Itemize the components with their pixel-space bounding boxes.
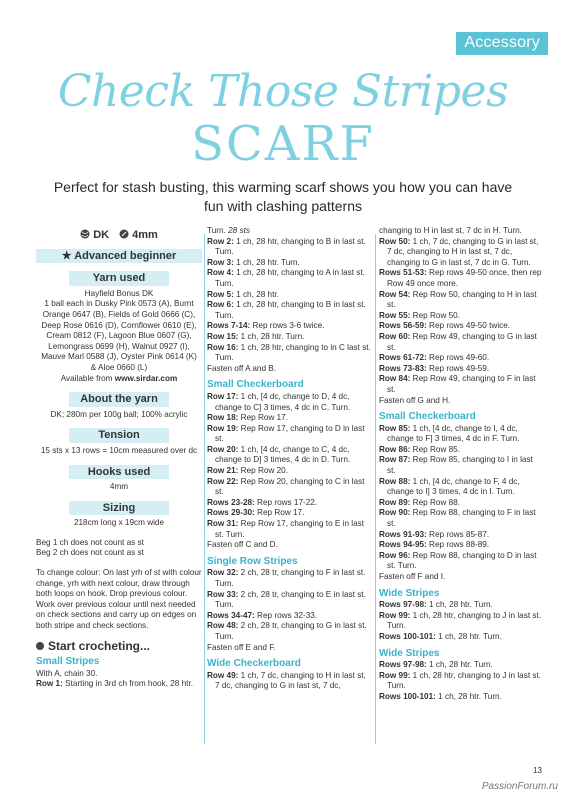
yarn-line: & Aloe 0660 (L) (90, 362, 148, 372)
hooks-text: 4mm (109, 482, 129, 492)
row-label: Row 1: (36, 679, 63, 689)
yarn-heading: Yarn used (69, 271, 169, 286)
row-text: 1 ch, 28 htr, changing to B in last st. Turn. (215, 300, 366, 320)
row-text: changing to H in last st, 7 dc in H. Turn. (379, 226, 522, 235)
pattern-row (379, 508, 543, 529)
bullet-icon (36, 642, 44, 650)
row-label: Row 19: (207, 423, 239, 433)
watermark: PassionForum.ru (481, 781, 558, 792)
pattern-row (207, 300, 371, 321)
row-label: Row 21: (207, 466, 239, 476)
pattern-row (379, 396, 543, 407)
hooks-heading: Hooks used (69, 465, 169, 480)
hook-icon (119, 229, 129, 242)
section-heading: Small Checkerboard (379, 411, 476, 423)
row-text: Rep Row 50, changing to H in last st. (387, 289, 537, 310)
row-label: Row 20: (207, 444, 239, 454)
row-label: Rows 7-14: (207, 321, 251, 331)
section-heading: Small Checkerboard (207, 379, 304, 391)
intro-text: Perfect for stash busting, this warming scarf shows you how you can have fun with clashing patterns (53, 179, 513, 214)
row-label: Row 84: (379, 374, 411, 384)
row-label: Row 96: (379, 550, 411, 560)
row-text: Rep Row 17, changing to D in last st. (215, 423, 365, 444)
title-line1: Check Those Stripes (57, 66, 509, 117)
pattern-row (207, 258, 371, 269)
row-label: Rows 100-101: (379, 631, 436, 641)
pattern-row (379, 226, 543, 237)
row-label: Row 15: (207, 331, 239, 341)
row-label: Row 33: (207, 589, 239, 599)
row-text: Rep rows 49-50 twice. (426, 321, 511, 331)
row-label: Row 89: (379, 497, 411, 507)
row-label: Row 90: (379, 508, 411, 518)
row-text: Rep Row 49, changing to F in last st. (387, 374, 536, 394)
weight-meta (80, 229, 109, 242)
column-1 (36, 226, 202, 690)
note-line: Beg 1 ch does not count as st (36, 537, 144, 547)
available-prefix: Available from (60, 373, 115, 383)
row-text: 1 ch, 28 htr. (233, 289, 279, 299)
pattern-row (207, 364, 371, 375)
row-label: Rows 34-47: (207, 610, 255, 620)
row-text: 2 ch, 28 tr, changing to F in last st. Turn. (215, 568, 366, 588)
pattern-row (207, 590, 371, 611)
yarn-line: Mauve Marl 0588 (J), Oyster Pink 0614 (K) (41, 352, 197, 362)
about-text: DK; 280m per 100g ball; 100% acrylic (50, 409, 188, 419)
row-label: Row 88: (379, 476, 411, 486)
pattern-row (207, 568, 371, 589)
category-tab: Accessory (456, 32, 548, 55)
pattern-row (207, 540, 371, 551)
column-2 (207, 226, 371, 692)
page-number: 13 (533, 766, 542, 775)
hook-meta (119, 229, 158, 242)
row-text: 1 ch, 7 dc, changing to H in last st, 7 dc, changing to G in last st, 7 dc, (215, 670, 366, 691)
row-text: Rep Row 17. (238, 413, 289, 423)
section-heading: Wide Stripes (379, 587, 440, 599)
skill-box (36, 249, 202, 264)
pattern-row (207, 519, 371, 540)
row-label: Row 48: (207, 621, 239, 631)
row-label: Rows 56-59: (379, 321, 427, 331)
pattern-row (207, 413, 371, 424)
row-label: Row 54: (379, 289, 411, 299)
pattern-row (207, 237, 371, 258)
row-label: Row 17: (207, 391, 239, 401)
pattern-row (379, 445, 543, 456)
row-text: Rep rows 49-50 once, then rep Row 49 once more. (387, 268, 542, 288)
row-text: Rep rows 3-6 twice. (250, 321, 325, 331)
row-label: Row 5: (207, 289, 234, 299)
row-text: 1 ch, 28 htr, changing to J in last st. Turn. (387, 610, 542, 631)
row-text: Rep Row 50. (410, 310, 461, 320)
row-text: Rep rows 49-59. (426, 363, 490, 373)
yarn-brand: Hayfield Bonus DK (84, 288, 154, 298)
row-text: 1 ch, 28 htr, changing to J in last st. Turn. (387, 670, 542, 691)
row-text: Rep Row 88, changing to D in last st. Turn. (387, 550, 537, 571)
row-text: Rep Row 20, changing to C in last st. (215, 476, 365, 497)
pattern-row (207, 290, 371, 301)
note-line: Beg 2 ch does not count as st (36, 548, 144, 558)
row-text: 1 ch, 28 htr. Turn. (426, 600, 493, 610)
tension-heading: Tension (69, 428, 169, 443)
row-text: 1 ch, [4 dc, change to D, 4 dc, change to C] 3 times, 4 dc in C. Turn. (215, 391, 351, 412)
row-text: 1 ch, 28 htr. Turn. (238, 331, 305, 341)
row-label: Row 55: (379, 310, 411, 320)
sizing-heading: Sizing (69, 501, 169, 516)
pattern-row (379, 572, 543, 583)
colour-change-text: To change colour: On last yrh of st with colour change, yrh with next colour, draw through both loops on hook. Drop previous colour. Work over previous colour until next needed on check sections and carry up on edges on both stripe and check sections. (36, 568, 202, 631)
pattern-row (379, 332, 543, 353)
row-label: Row 50: (379, 236, 411, 246)
row-label: Row 2: (207, 236, 234, 246)
row-label: Rows 100-101: (379, 691, 436, 701)
pattern-row (207, 498, 371, 509)
pattern-row (207, 321, 371, 332)
pattern-row (379, 290, 543, 311)
row-label: Rows 94-95: (379, 540, 427, 550)
row-label: Row 49: (207, 670, 239, 680)
row-text: Rep Row 88. (410, 497, 461, 507)
pattern-row (379, 632, 543, 643)
row-text: 1 ch, 28 htr, changing to in C last st. Turn. (215, 342, 371, 363)
title-line2: SCARF (191, 116, 375, 172)
row-text: Rep rows 17-22. (254, 497, 318, 507)
row-text: Rep rows 85-87. (426, 529, 490, 539)
row-text: 1 ch, 28 htr. Turn. (435, 631, 502, 641)
pattern-row (379, 374, 543, 395)
row-label: Rows 73-83: (379, 363, 427, 373)
pattern-row (207, 466, 371, 477)
pattern-row (379, 692, 543, 703)
row-text: Fasten off C and D. (207, 540, 278, 550)
row-label: Row 18: (207, 413, 239, 423)
row-text: 1 ch, 28 htr. Turn. (233, 257, 300, 267)
row-label: Row 99: (379, 610, 411, 620)
row-label: Row 31: (207, 519, 239, 529)
row-text: 2 ch, 28 tr, changing to G in last st. Turn. (215, 621, 367, 641)
about-heading: About the yarn (69, 392, 169, 407)
section-heading: Single Row Stripes (207, 555, 298, 567)
column-divider (204, 234, 205, 744)
pattern-row (207, 332, 371, 343)
yarn-line: Deep Rose 0616 (D), Cornflower 0610 (E), (41, 320, 197, 330)
row-text: 1 ch, 28 htr, changing to A in last st. Turn. (215, 268, 365, 288)
row-text: Rep rows 88-89. (426, 540, 490, 550)
pattern-row (36, 669, 202, 680)
section-heading: Small Stripes (36, 656, 100, 668)
row-text: 2 ch, 28 tr, changing to E in last st. Turn. (215, 589, 366, 610)
skill-label: Advanced beginner (74, 249, 177, 262)
row-label: Row 99: (379, 670, 411, 680)
pattern-row (207, 643, 371, 654)
row-label: Rows 91-93: (379, 529, 427, 539)
pattern-row (207, 611, 371, 622)
pattern-row (379, 600, 543, 611)
row-text: Rep rows 32-33. (254, 610, 318, 620)
row-text: 1 ch, [4 dc, change to C, 4 dc, change to D] 3 times, 4 dc in D. Turn. (215, 444, 351, 465)
star-icon: ★ (61, 249, 72, 262)
pattern-row (379, 477, 543, 498)
yarn-line: Cream 0812 (F), Lagoon Blue 0607 (G), (46, 331, 192, 341)
notes (36, 538, 202, 559)
pattern-row (207, 477, 371, 498)
row-text: Rep Row 85. (410, 444, 461, 454)
pattern-row (207, 268, 371, 289)
row-label: Row 60: (379, 331, 411, 341)
row-label: Rows 23-28: (207, 497, 255, 507)
section-heading: Wide Stripes (379, 647, 440, 659)
row-text: 1 ch, [4 dc, change to F, 4 dc, change to I] 3 times, 4 dc in I. Turn. (387, 476, 520, 497)
pattern-row (207, 621, 371, 642)
sizing-text: 218cm long x 19cm wide (73, 518, 165, 528)
pattern-row (379, 268, 543, 289)
pattern-row (379, 660, 543, 671)
pattern-row (379, 671, 543, 692)
pattern-row (207, 508, 371, 519)
meta-row (36, 229, 202, 242)
row-text: Rep Row 17, changing to E in last st. Turn. (215, 519, 365, 539)
row-note: 28 sts (228, 226, 250, 235)
pattern-row (207, 392, 371, 413)
col1-sections (36, 657, 202, 690)
weight-label: DK (93, 229, 110, 241)
row-label: Row 4: (207, 268, 234, 278)
pattern-row (379, 551, 543, 572)
section-heading: Wide Checkerboard (207, 658, 301, 670)
row-text: Starting in 3rd ch from hook, 28 htr. (62, 679, 193, 689)
row-text: Rep Row 20. (238, 466, 289, 476)
availability (36, 374, 202, 385)
pattern-row (207, 424, 371, 445)
row-text: Fasten off F and I. (379, 572, 446, 581)
row-text: 1 ch, 7 dc, changing to G in last st, 7 dc, changing to H in last st, 7 dc, changing to G in last st, 7 dc in G. Turn. (387, 236, 539, 267)
row-text: 1 ch, [4 dc, change to I, 4 dc, change to F] 3 times, 4 dc in F. Turn. (387, 423, 520, 444)
row-text: Rep rows 49-60. (426, 353, 490, 363)
row-label: Rows 97-98: (379, 600, 427, 610)
pattern-row (379, 311, 543, 322)
row-text: Turn. (207, 226, 229, 235)
column-3 (379, 226, 543, 703)
start-heading (36, 638, 202, 653)
pattern-row (379, 364, 543, 375)
row-text: Rep Row 88, changing to F in last st. (387, 508, 536, 529)
pattern-row (379, 611, 543, 632)
pattern-row (207, 671, 371, 692)
yarn-line: Lemongrass 0699 (H), Walnut 0927 (I), (48, 341, 190, 351)
row-text: Rep Row 17. (254, 508, 305, 518)
row-text: Fasten off A and B. (207, 363, 277, 373)
row-label: Row 86: (379, 444, 411, 454)
row-label: Rows 51-53: (379, 268, 427, 278)
pattern-row (379, 530, 543, 541)
pattern-row (207, 226, 371, 237)
row-text: Fasten off G and H. (379, 395, 451, 405)
row-label: Row 87: (379, 455, 411, 465)
row-label: Row 32: (207, 568, 239, 578)
pattern-row (379, 498, 543, 509)
row-label: Row 3: (207, 257, 234, 267)
row-text: 1 ch, 28 htr. Turn. (435, 691, 502, 701)
row-text: With A, chain 30. (36, 668, 98, 678)
pattern-row (36, 679, 202, 690)
tension-text: 15 sts x 13 rows = 10cm measured over dc (40, 445, 198, 455)
pattern-row (379, 424, 543, 445)
row-text: 1 ch, 28 htr, changing to B in last st. Turn. (215, 236, 366, 257)
supplier-link: www.sirdar.com (114, 373, 178, 383)
row-text: 1 ch, 28 htr. Turn. (426, 660, 493, 670)
yarn-info (36, 289, 202, 384)
row-label: Rows 97-98: (379, 660, 427, 670)
row-label: Row 22: (207, 476, 239, 486)
row-label: Row 16: (207, 342, 239, 352)
row-label: Row 6: (207, 300, 234, 310)
yarn-ball-icon (80, 229, 90, 242)
row-text: Rep Row 85, changing to I in last st. (387, 455, 533, 476)
row-text: Fasten off E and F. (207, 642, 276, 652)
row-label: Rows 29-30: (207, 508, 255, 518)
hook-label: 4mm (132, 229, 158, 241)
column-divider (375, 234, 376, 744)
pattern-row (379, 321, 543, 332)
row-label: Rows 61-72: (379, 353, 427, 363)
pattern-row (207, 343, 371, 364)
pattern-row (207, 445, 371, 466)
yarn-line: 1 ball each in Dusky Pink 0573 (A), Burnt (44, 299, 194, 309)
pattern-row (379, 540, 543, 551)
pattern-row (379, 237, 543, 269)
row-label: Row 85: (379, 423, 411, 433)
pattern-row (379, 353, 543, 364)
yarn-line: Orange 0647 (B), Fields of Gold 0666 (C), (42, 309, 196, 319)
row-text: Rep Row 49, changing to G in last st. (387, 331, 537, 352)
start-heading-label: Start crocheting... (48, 638, 151, 653)
pattern-row (379, 455, 543, 476)
